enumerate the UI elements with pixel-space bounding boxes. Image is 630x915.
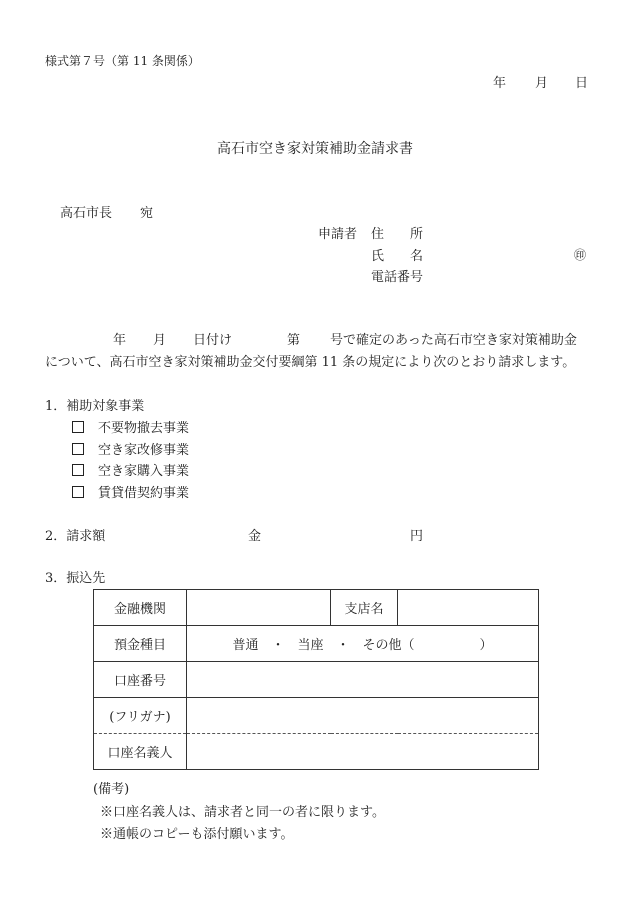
option-item[interactable] — [72, 486, 189, 500]
account-holder-field[interactable] — [187, 734, 539, 770]
account-holder-label: 口座名義人 — [94, 734, 187, 770]
furigana-field[interactable] — [187, 698, 539, 734]
body-year: 年 — [113, 333, 127, 348]
body-month: 月 — [153, 333, 167, 348]
section3-title: 3．振込先 — [45, 571, 106, 586]
option-item[interactable] — [72, 421, 189, 435]
amount-prefix: 金 — [248, 529, 262, 544]
section2-title: 2．請求額 — [45, 529, 106, 544]
option-label: 空き家購入事業 — [98, 464, 190, 479]
date-day-label: 日 — [575, 76, 589, 91]
account-type-options[interactable]: 普通 ・ 当座 ・ その他（ ） — [187, 626, 539, 662]
seal-mark: ㊞ — [574, 248, 587, 262]
remarks-title: (備考) — [93, 782, 130, 797]
table-row — [94, 590, 539, 626]
form-number: 様式第７号（第 11 条関係） — [45, 54, 200, 68]
furigana-label: (フリガナ) — [94, 698, 187, 734]
option-label: 不要物撤去事業 — [98, 421, 190, 436]
bank-name-field[interactable] — [187, 590, 331, 626]
remark-item: ※口座名義人は、請求者と同一の者に限ります。 — [100, 805, 385, 820]
table-row — [94, 734, 539, 770]
branch-name-field[interactable] — [398, 590, 539, 626]
checkbox-icon[interactable] — [72, 486, 84, 498]
document-title: 高石市空き家対策補助金請求書 — [217, 141, 413, 157]
table-row — [94, 626, 539, 662]
body-date-suffix: 日付け — [193, 333, 233, 348]
option-item[interactable] — [72, 464, 189, 478]
checkbox-icon[interactable] — [72, 421, 84, 433]
date-year-label: 年 — [493, 76, 507, 91]
body-no-prefix: 第 — [287, 333, 301, 348]
option-label: 賃貸借契約事業 — [98, 486, 190, 501]
account-number-field[interactable] — [187, 662, 539, 698]
checkbox-icon[interactable] — [72, 464, 84, 476]
account-number-label: 口座番号 — [94, 662, 187, 698]
option-label: 空き家改修事業 — [98, 443, 190, 458]
applicant-name-label: 氏 名 — [371, 249, 424, 264]
addressee-suffix: 宛 — [140, 206, 154, 221]
date-month-label: 月 — [535, 76, 549, 91]
option-item[interactable] — [72, 443, 189, 457]
account-type-label: 預金種目 — [94, 626, 187, 662]
bank-label: 金融機関 — [94, 590, 187, 626]
applicant-phone-label: 電話番号 — [371, 270, 424, 285]
remark-item: ※通帳のコピーも添付願います。 — [100, 827, 294, 842]
bank-transfer-table — [93, 589, 539, 770]
checkbox-icon[interactable] — [72, 443, 84, 455]
table-row — [94, 662, 539, 698]
applicant-label: 申請者 — [318, 227, 358, 242]
addressee-name: 高石市長 — [60, 206, 113, 221]
table-row — [94, 698, 539, 734]
body-line1-rest: 号で確定のあった高石市空き家対策補助金 — [330, 333, 577, 348]
section1-title: 1．補助対象事業 — [45, 399, 145, 414]
body-line2: について、高石市空き家対策補助金交付要綱第 11 条の規定により次のとおり請求します。 — [45, 355, 576, 370]
amount-suffix: 円 — [410, 529, 424, 544]
branch-label: 支店名 — [331, 590, 398, 626]
applicant-address-label: 住 所 — [371, 227, 424, 242]
